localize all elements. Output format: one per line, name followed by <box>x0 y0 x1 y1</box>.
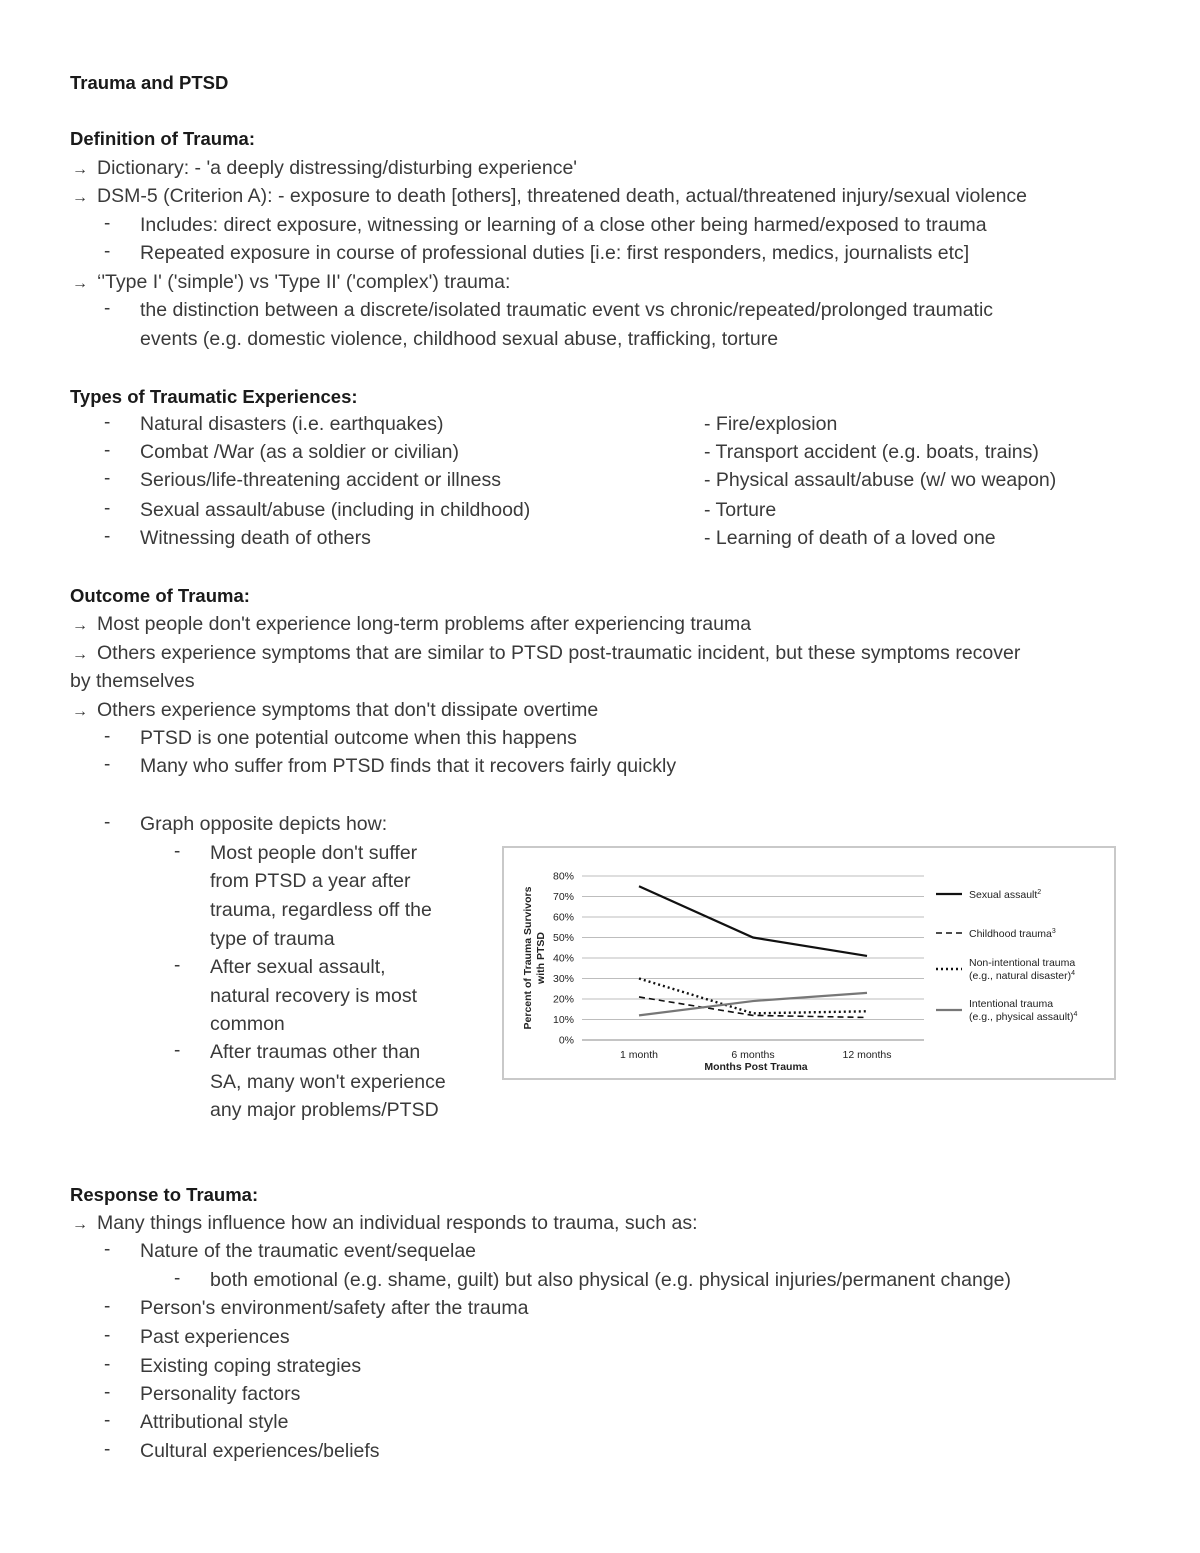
dash-bullet: - <box>174 1268 181 1289</box>
legend-label: Childhood trauma$^3$ <box>969 928 1056 940</box>
outcome-sub3-line: any major problems/PTSD <box>210 1099 439 1121</box>
arrow-bullet-icon: → <box>72 161 88 178</box>
legend-label-line2: (e.g., natural disaster)$^4$ <box>969 970 1076 982</box>
dash-bullet: - <box>104 726 111 747</box>
dash-bullet: - <box>174 1040 181 1061</box>
response-item: Attributional style <box>140 1411 289 1433</box>
response-nature: Nature of the traumatic event/sequelae <box>140 1240 477 1262</box>
definition-repeated: Repeated exposure in course of professional duties [i.e: first responders, medics, journalists etc] <box>140 242 970 264</box>
dash-bullet: - <box>104 1410 111 1431</box>
y-tick-label: 30% <box>552 973 574 985</box>
outcome-sub1-line: Most people don't suffer <box>210 842 418 864</box>
arrow-bullet-icon: → <box>72 646 88 663</box>
outcome-most: Most people don't experience long-term problems after experiencing trauma <box>97 613 752 635</box>
dash-bullet: - <box>104 241 111 262</box>
outcome-sub1-line: type of trauma <box>210 928 335 950</box>
y-tick-label: 60% <box>552 911 574 924</box>
outcome-sub1-line: trauma, regardless off the <box>210 899 432 921</box>
outcome-others1-b: by themselves <box>70 670 195 692</box>
legend-superscript: 3 <box>1051 928 1056 935</box>
outcome-sub2-line: common <box>210 1013 285 1035</box>
dash-bullet: - <box>104 526 111 547</box>
types-right-item: - Learning of death of a loved one <box>704 527 996 549</box>
dash-bullet: - <box>104 1439 111 1460</box>
types-right-item: - Transport accident (e.g. boats, trains) <box>704 441 1039 463</box>
legend-superscript: 2 <box>1037 889 1042 896</box>
dash-bullet: - <box>104 440 111 461</box>
definition-distinction-2: events (e.g. domestic violence, childhood sexual abuse, trafficking, torture <box>140 328 779 350</box>
series-line-intentional-trauma <box>639 993 867 1016</box>
chart-svg <box>504 848 1114 1078</box>
definition-heading: Definition of Trauma: <box>70 128 255 149</box>
x-tick-label: 1 month <box>620 1049 658 1061</box>
dash-bullet: - <box>104 498 111 519</box>
outcome-sub3-line: SA, many won't experience <box>210 1071 446 1093</box>
outcome-sub2-line: After sexual assault, <box>210 956 386 978</box>
definition-dsm: DSM-5 (Criterion A): - exposure to death [others], threatened death, actual/threatened injury/sexual violence <box>97 185 1028 207</box>
outcome-heading: Outcome of Trauma: <box>70 585 250 606</box>
y-tick-label: 70% <box>552 891 574 903</box>
dash-bullet: - <box>104 1296 111 1317</box>
types-left-item: Combat /War (as a soldier or civilian) <box>140 441 459 463</box>
types-left-item: Natural disasters (i.e. earthquakes) <box>140 413 444 435</box>
outcome-graph: Graph opposite depicts how: <box>140 813 388 835</box>
dash-bullet: - <box>104 412 111 433</box>
outcome-ptsd: PTSD is one potential outcome when this happens <box>140 727 577 749</box>
response-item: Personality factors <box>140 1383 301 1405</box>
dash-bullet: - <box>104 812 111 833</box>
dash-bullet: - <box>104 468 111 489</box>
dash-bullet: - <box>174 841 181 862</box>
definition-includes: Includes: direct exposure, witnessing or learning of a close other being harmed/exposed to trauma <box>140 214 987 236</box>
chart-ylabel-line: Percent of Trauma Survivors <box>522 886 534 1030</box>
types-left-item: Witnessing death of others <box>140 527 371 549</box>
response-both: both emotional (e.g. shame, guilt) but also physical (e.g. physical injuries/permanent change) <box>210 1269 1012 1291</box>
y-tick-label: 40% <box>552 952 574 965</box>
dash-bullet: - <box>104 1354 111 1375</box>
response-heading: Response to Trauma: <box>70 1184 259 1205</box>
dash-bullet: - <box>104 1325 111 1346</box>
y-tick-label: 0% <box>558 1034 574 1047</box>
chart-xlabel: Months Post Trauma <box>704 1061 808 1073</box>
definition-types: ‘'Type I' ('simple') vs 'Type II' ('complex') trauma: <box>97 271 511 293</box>
types-right-item: - Fire/explosion <box>704 413 838 435</box>
dash-bullet: - <box>104 298 111 319</box>
dash-bullet: - <box>104 213 111 234</box>
response-item: Existing coping strategies <box>140 1355 362 1377</box>
outcome-others2: Others experience symptoms that don't dissipate overtime <box>97 699 599 721</box>
chart-ylabel-line: with PTSD <box>535 932 547 984</box>
outcome-sub2-line: natural recovery is most <box>210 985 417 1007</box>
types-left-item: Serious/life-threatening accident or illness <box>140 469 501 491</box>
y-tick-label: 10% <box>552 1014 574 1026</box>
dash-bullet: - <box>104 1382 111 1403</box>
dash-bullet: - <box>104 1239 111 1260</box>
dash-bullet: - <box>174 955 181 976</box>
legend-label: Sexual assault$^2$ <box>969 889 1042 901</box>
response-item: Past experiences <box>140 1326 290 1348</box>
response-item: Person's environment/safety after the trauma <box>140 1297 529 1319</box>
y-tick-label: 80% <box>552 870 574 883</box>
x-tick-label: 6 months <box>731 1049 775 1061</box>
response-item: Cultural experiences/beliefs <box>140 1440 380 1462</box>
outcome-sub1-line: from PTSD a year after <box>210 870 411 892</box>
outcome-many: Many who suffer from PTSD finds that it recovers fairly quickly <box>140 755 677 777</box>
legend-label-line2: (e.g., physical assault)$^4$ <box>969 1011 1078 1023</box>
dash-bullet: - <box>104 754 111 775</box>
types-right-item: - Physical assault/abuse (w/ wo weapon) <box>704 469 1057 491</box>
arrow-bullet-icon: → <box>72 617 88 634</box>
legend-label: Intentional trauma <box>969 998 1054 1010</box>
response-intro: Many things influence how an individual responds to trauma, such as: <box>97 1212 698 1234</box>
chart-ylabel <box>522 886 547 1029</box>
arrow-bullet-icon: → <box>72 275 88 292</box>
arrow-bullet-icon: → <box>72 1216 88 1233</box>
types-heading: Types of Traumatic Experiences: <box>70 386 358 407</box>
x-tick-label: 12 months <box>842 1049 892 1061</box>
types-left-item: Sexual assault/abuse (including in childhood) <box>140 499 531 521</box>
types-right-item: - Torture <box>704 499 777 521</box>
y-tick-label: 20% <box>552 993 574 1006</box>
legend-superscript: 4 <box>1071 970 1076 977</box>
definition-distinction-1: the distinction between a discrete/isolated traumatic event vs chronic/repeated/prolonged traumatic <box>140 299 994 321</box>
outcome-others1-a: Others experience symptoms that are similar to PTSD post-traumatic incident, but these symptoms recover <box>97 642 1021 664</box>
definition-dictionary: Dictionary: - 'a deeply distressing/disturbing experience' <box>97 157 578 179</box>
page-title: Trauma and PTSD <box>70 72 229 93</box>
legend-superscript: 4 <box>1073 1011 1078 1018</box>
arrow-bullet-icon: → <box>72 189 88 206</box>
ptsd-recovery-chart <box>502 846 1116 1080</box>
legend-label: Non-intentional trauma <box>969 957 1076 969</box>
arrow-bullet-icon: → <box>72 703 88 720</box>
outcome-sub3-line: After traumas other than <box>210 1041 421 1063</box>
y-tick-label: 50% <box>552 932 574 944</box>
